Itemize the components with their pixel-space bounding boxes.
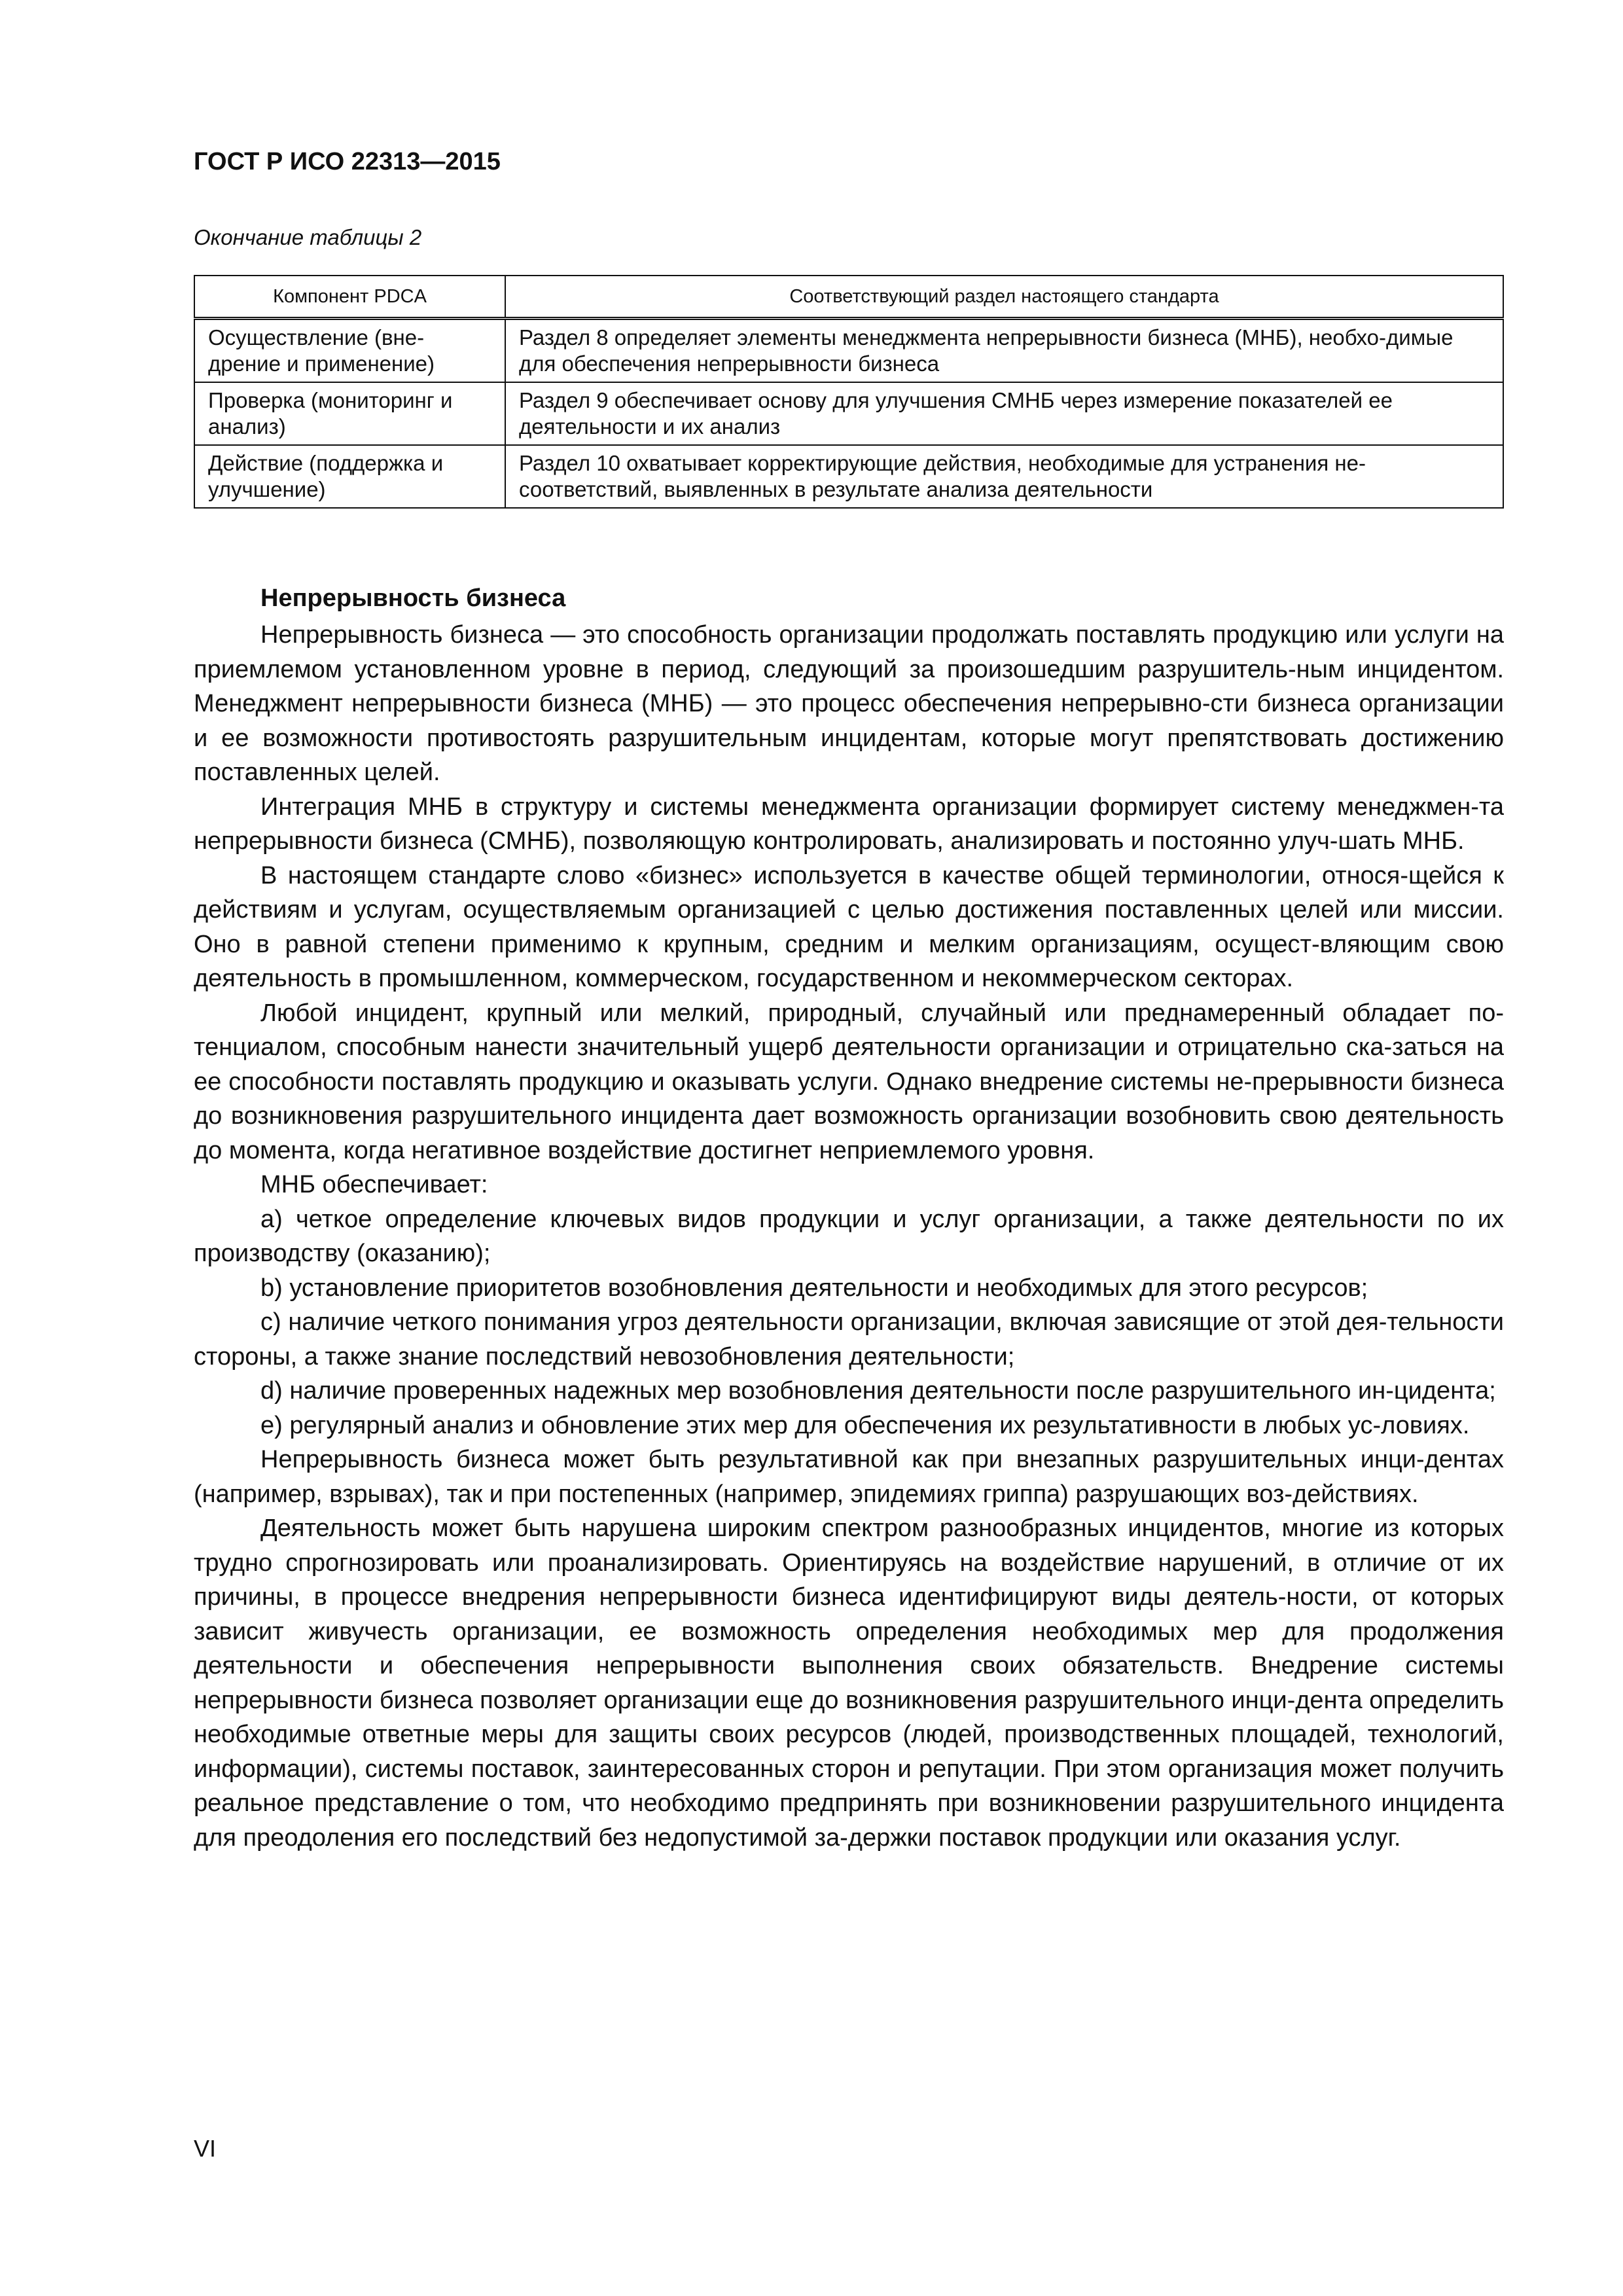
table-cell-section: Раздел 9 обеспечивает основу для улучшения СМНБ через измерение показателей ее деятельности и их анализ: [505, 382, 1503, 445]
paragraph: В настоящем стандарте слово «бизнес» используется в качестве общей терминологии, относя-щейся к действиям и услугам, осуществляемым организацией с целью достижения поставленных целей или миссии. Оно в равной степени применимо к крупным, средним и мелким организациям, осущест-вляющим свою деятельность в промышленном, коммерческом, государственном и некоммерческом секторах.: [194, 861, 1504, 992]
table-header-row: [194, 276, 1503, 319]
list-item: a) четкое определение ключевых видов продукции и услуг организации, а также деятельности по их производству (оказанию);: [194, 1205, 1504, 1267]
list-item: e) регулярный анализ и обновление этих мер для обеспечения их результативности в любых ус-ловиях.: [260, 1411, 1470, 1439]
column-header-component: Компонент PDCA: [194, 276, 505, 319]
document-header: ГОСТ Р ИСО 22313—2015: [194, 148, 501, 175]
list-item: c) наличие четкого понимания угроз деятельности организации, включая зависящие от этой дея-тельности стороны, а также знание последствий невозобновления деятельности;: [194, 1308, 1504, 1371]
table-cell-section: Раздел 10 охватывает корректирующие действия, необходимые для устранения не-соответствий, выявленных в результате анализа деятельности: [505, 445, 1503, 508]
section-heading: Непрерывность бизнеса: [260, 584, 566, 612]
list-item: d) наличие проверенных надежных мер возобновления деятельности после разрушительного ин-цидента;: [260, 1377, 1496, 1405]
table-cell-component: Действие (поддержка и улучшение): [194, 445, 505, 508]
table-row: [194, 382, 1503, 445]
list-item: b) установление приоритетов возобновления деятельности и необходимых для этого ресурсов;: [260, 1274, 1368, 1302]
table-cell-section: Раздел 8 определяет элементы менеджмента непрерывности бизнеса (МНБ), необхо-димые для обеспечения непрерывности бизнеса: [505, 319, 1503, 383]
paragraph: Любой инцидент, крупный или мелкий, природный, случайный или преднамеренный обладает по-тенциалом, способным нанести значительный ущерб деятельности организации и отрицательно ска-заться на ее способности поставлять продукцию и оказывать услуги. Однако внедрение системы не-прерывности бизнеса до возникновения разрушительного инцидента дает возможность организации возобновить свою деятельность до момента, когда негативное воздействие достигнет неприемлемого уровня.: [194, 999, 1504, 1164]
paragraph: Непрерывность бизнеса может быть результативной как при внезапных разрушительных инци-дентах (например, взрывах), так и при постепенных (например, эпидемиях гриппа) разрушающих воз-действиях.: [194, 1446, 1504, 1508]
paragraph: Непрерывность бизнеса — это способность организации продолжать поставлять продукцию или услуги на приемлемом установленном уровне в период, следующий за произошедшим разрушитель-ным инцидентом. Менеджмент непрерывности бизнеса (МНБ) — это процесс обеспечения непрерывно-сти бизнеса организации и ее возможности противостоять разрушительным инцидентам, которые могут препятствовать достижению поставленных целей.: [194, 621, 1504, 786]
table-caption: Окончание таблицы 2: [194, 225, 422, 249]
paragraph: Интеграция МНБ в структуру и системы менеджмента организации формирует систему менеджмен-та непрерывности бизнеса (СМНБ), позволяющую контролировать, анализировать и постоянно улуч-шать МНБ.: [194, 793, 1504, 855]
table-row: [194, 319, 1503, 383]
table-cell-component: Проверка (мониторинг и анализ): [194, 382, 505, 445]
pdca-table: [194, 275, 1504, 509]
table-cell-component: Осуществление (вне-дрение и применение): [194, 319, 505, 383]
page-number: VI: [194, 2135, 217, 2162]
document-body: [194, 576, 1504, 1855]
paragraph: Деятельность может быть нарушена широким спектром разнообразных инцидентов, многие из которых трудно спрогнозировать или проанализировать. Ориентируясь на воздействие нарушений, в отличие от их причины, в процессе внедрения непрерывности бизнеса идентифицируют виды деятель-ности, от которых зависит живучесть организации, ее возможность определения необходимых мер для продолжения деятельности и обеспечения непрерывности выполнения своих обязательств. Внедрение системы непрерывности бизнеса позволяет организации еще до возникновения разрушительного инци-дента определить необходимые ответные меры для защиты своих ресурсов (людей, производственных площадей, технологий, информации), системы поставок, заинтересованных сторон и репутации. При этом организация может получить реальное представление о том, что необходимо предпринять при возникновении разрушительного инцидента для преодоления его последствий без недопустимой за-держки поставок продукции или оказания услуг.: [194, 1515, 1505, 1852]
column-header-section: Соответствующий раздел настоящего стандарта: [505, 276, 1503, 319]
paragraph: МНБ обеспечивает:: [260, 1171, 488, 1198]
table-row: [194, 445, 1503, 508]
